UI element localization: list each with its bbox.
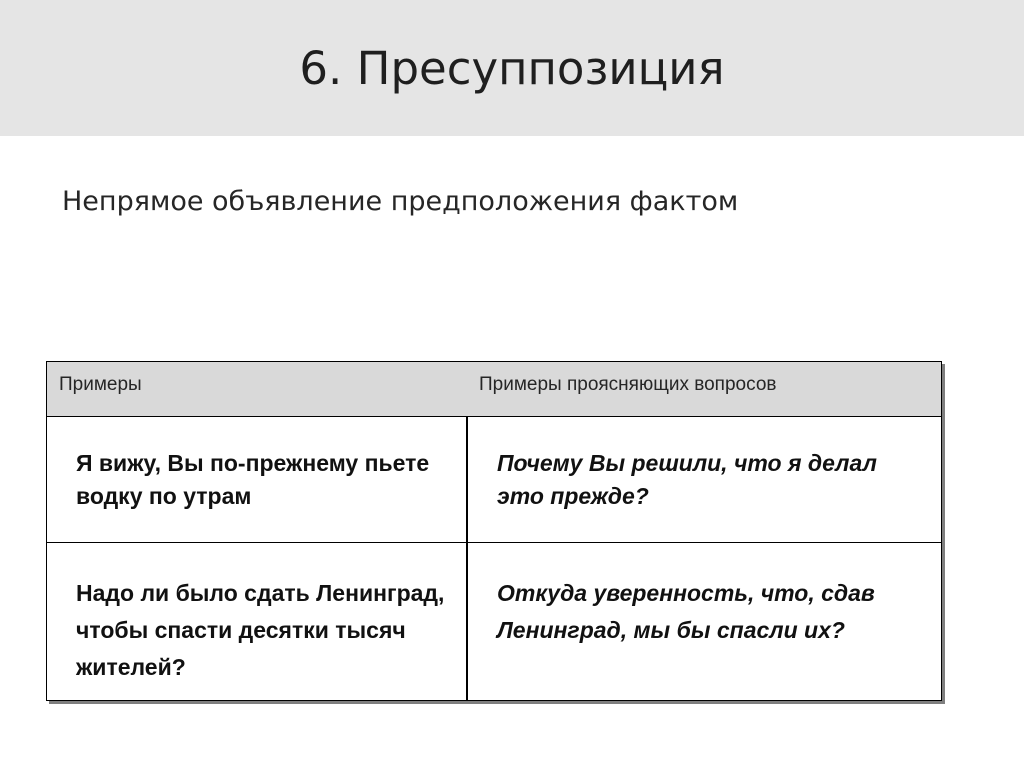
question-cell: Почему Вы решили, что я делал это прежде? (497, 450, 877, 509)
table-row (47, 417, 941, 543)
header-clarifying-questions: Примеры проясняющих вопросов (479, 374, 777, 395)
slide-subtitle: Непрямое объявление предположения фактом (62, 186, 739, 217)
question-cell: Откуда уверенность, что, сдав Ленинград, мы бы спасли их? (497, 580, 875, 643)
example-cell: Надо ли было сдать Ленинград, чтобы спасти десятки тысяч жителей? (76, 580, 445, 680)
slide-title: 6. Пресуппозиция (299, 42, 725, 95)
table-row (47, 543, 941, 700)
header-examples: Примеры (59, 374, 142, 395)
table-header-row (47, 362, 941, 417)
example-cell: Я вижу, Вы по-прежнему пьете водку по утрам (76, 450, 430, 509)
examples-table (46, 361, 942, 701)
